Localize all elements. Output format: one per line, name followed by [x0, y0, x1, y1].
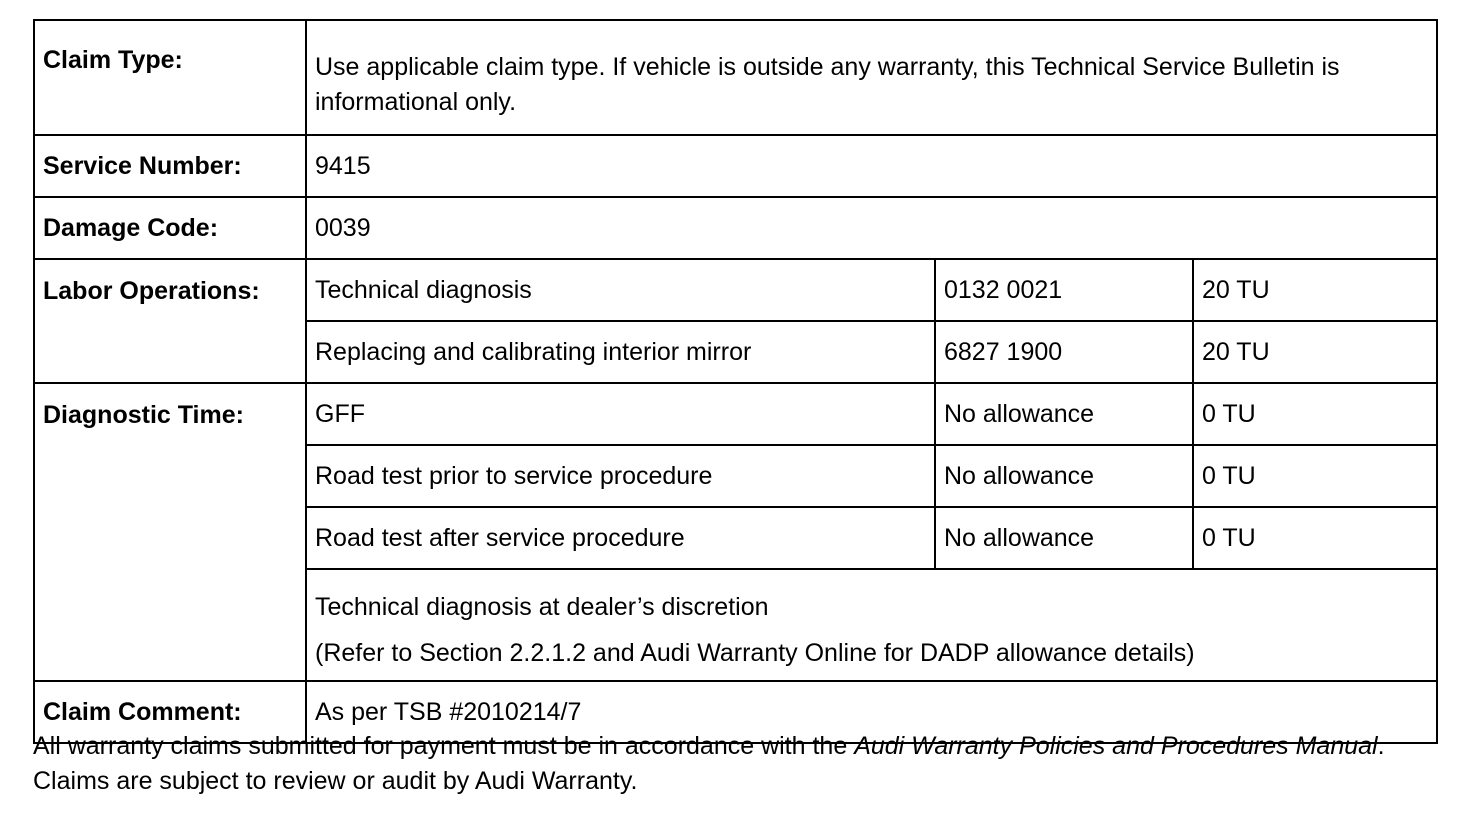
- claim-comment-label: Claim Comment:: [34, 681, 306, 743]
- labor-operation-code: 0132 0021: [935, 259, 1193, 321]
- claim-comment-value: As per TSB #2010214/7: [306, 681, 1437, 743]
- claim-type-value: Use applicable claim type. If vehicle is outside any warranty, this Technical Service Bulletin is informational only.: [306, 20, 1437, 135]
- diagnostic-time-allowance: No allowance: [935, 445, 1193, 507]
- labor-operation-time: 20 TU: [1193, 259, 1437, 321]
- diagnostic-time-units: 0 TU: [1193, 507, 1437, 569]
- diagnostic-time-units: 0 TU: [1193, 383, 1437, 445]
- diagnostic-time-description: Road test after service procedure: [306, 507, 935, 569]
- diagnostic-time-row: [34, 383, 1437, 445]
- damage-code-label: Damage Code:: [34, 197, 306, 259]
- dadp-reference-note: (Refer to Section 2.2.1.2 and Audi Warranty Online for DADP allowance details): [315, 639, 1195, 667]
- diagnostic-time-allowance: No allowance: [935, 383, 1193, 445]
- diagnostic-time-description: Road test prior to service procedure: [306, 445, 935, 507]
- dealer-discretion-text: Technical diagnosis at dealer’s discretion: [315, 593, 769, 621]
- claim-type-row: [34, 20, 1437, 135]
- footer-text-after: . Claims are subject to review or audit by Audi Warranty.: [33, 732, 1385, 795]
- diagnostic-time-description: GFF: [306, 383, 935, 445]
- warranty-claim-table: [33, 19, 1438, 744]
- service-number-row: [34, 135, 1437, 197]
- labor-operation-time: 20 TU: [1193, 321, 1437, 383]
- service-number-label: Service Number:: [34, 135, 306, 197]
- diagnostic-time-allowance: No allowance: [935, 507, 1193, 569]
- labor-operation-row: [34, 259, 1437, 321]
- manual-title: Audi Warranty Policies and Procedures Manual: [854, 732, 1378, 760]
- diagnostic-time-label: Diagnostic Time:: [34, 383, 306, 681]
- dealer-discretion-cell: [306, 569, 1437, 681]
- labor-operation-description: Replacing and calibrating interior mirror: [306, 321, 935, 383]
- service-number-value: 9415: [306, 135, 1437, 197]
- footer-text-before: All warranty claims submitted for payment must be in accordance with the: [33, 732, 855, 760]
- damage-code-row: [34, 197, 1437, 259]
- labor-operation-code: 6827 1900: [935, 321, 1193, 383]
- diagnostic-time-units: 0 TU: [1193, 445, 1437, 507]
- warranty-footer-note: [33, 729, 1443, 799]
- labor-operations-label: Labor Operations:: [34, 259, 306, 383]
- labor-operation-description: Technical diagnosis: [306, 259, 935, 321]
- claim-type-label: Claim Type:: [34, 20, 306, 135]
- damage-code-value: 0039: [306, 197, 1437, 259]
